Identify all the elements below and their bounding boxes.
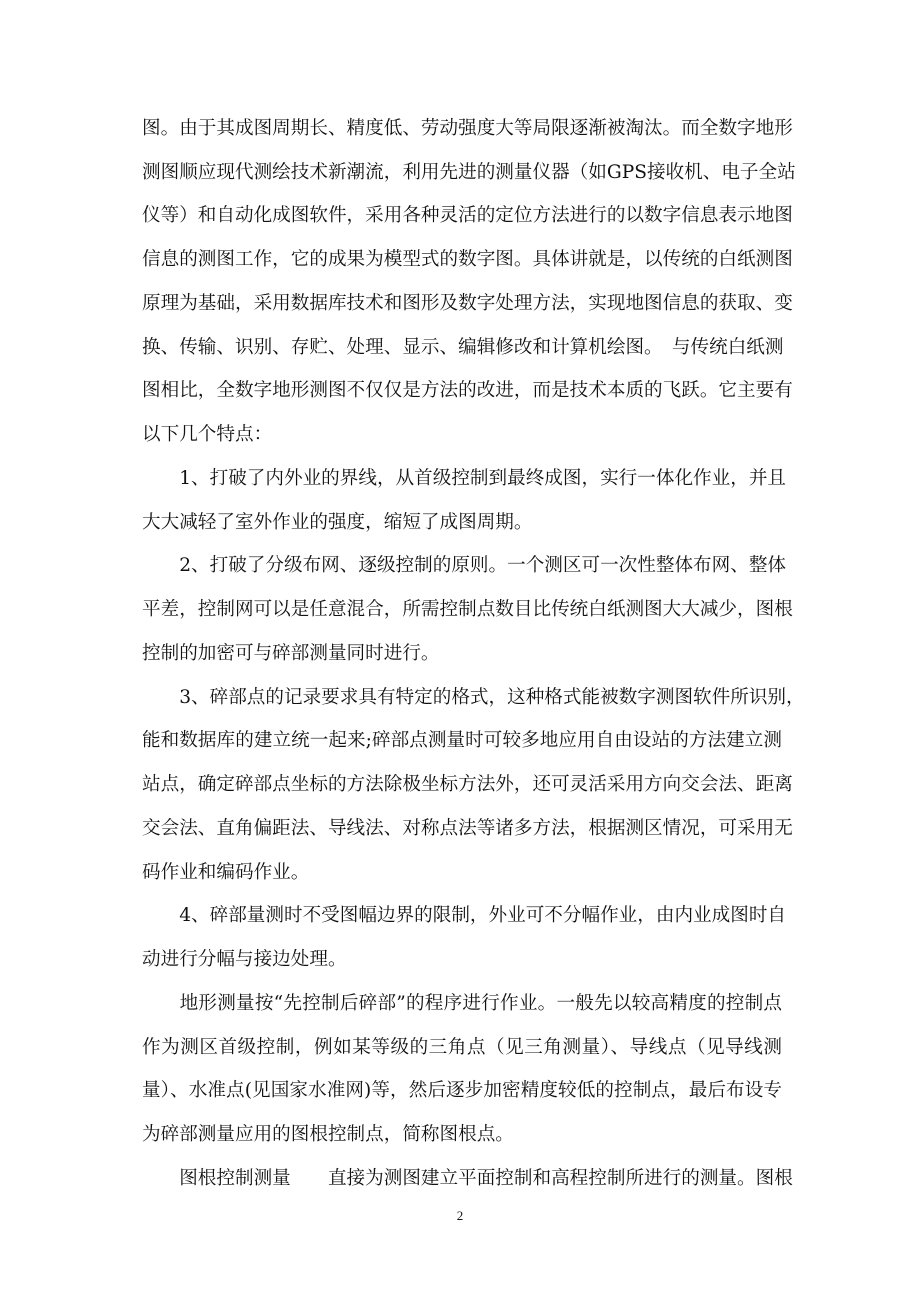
text-line: 平差，控制网可以是任意混合，所需控制点数目比传统白纸测图大大减少，图根 <box>142 599 793 620</box>
text-line: 交会法、直角偏距法、导线法、对称点法等诸多方法，根据测区情况，可采用无 <box>142 818 793 839</box>
text-line: 图相比，全数字地形测图不仅仅是方法的改进，而是技术本质的飞跃。它主要有 <box>142 380 793 401</box>
text-line: 动进行分幅与接边处理。 <box>142 949 347 970</box>
text-line: 信息的测图工作，它的成果为模型式的数字图。具体讲就是，以传统的白纸测图 <box>142 249 793 270</box>
text-line: 量）、水准点(见国家水准网)等，然后逐步加密精度较低的控制点，最后布设专 <box>142 1080 782 1101</box>
text-line: 原理为基础，采用数据库技术和图形及数字处理方法，实现地图信息的获取、变 <box>142 293 793 314</box>
text-line: 测图顺应现代测绘技术新潮流，利用先进的测量仪器（如GPS接收机、电子全站 <box>142 162 796 183</box>
text-line: 图根控制测量 直接为测图建立平面控制和高程控制所进行的测量。图根 <box>142 1168 793 1189</box>
text-line: 1、打破了内外业的界线，从首级控制到最终成图，实行一体化作业，并且 <box>142 468 787 489</box>
text-line: 地形测量按“先控制后碎部”的程序进行作业。一般先以较高精度的控制点 <box>142 993 782 1014</box>
text-line: 2、打破了分级布网、逐级控制的原则。一个测区可一次性整体布网、整体 <box>142 555 787 576</box>
text-line: 以下几个特点： <box>142 424 273 445</box>
text-line: 换、传输、识别、存贮、处理、显示、编辑修改和计算机绘图。 与传统白纸测 <box>142 337 784 358</box>
text-line: 大大减轻了室外作业的强度，缩短了成图周期。 <box>142 512 533 533</box>
text-line: 为碎部测量应用的图根控制点，简称图根点。 <box>142 1124 514 1145</box>
text-line: 站点，确定碎部点坐标的方法除极坐标方法外，还可灵活采用方向交会法、距离 <box>142 774 793 795</box>
text-line: 4、碎部量测时不受图幅边界的限制，外业可不分幅作业，由内业成图时自 <box>142 905 787 926</box>
text-line: 仪等）和自动化成图软件，采用各种灵活的定位方法进行的以数字信息表示地图 <box>142 205 793 226</box>
text-line: 控制的加密可与碎部测量同时进行。 <box>142 643 440 664</box>
text-line: 3、碎部点的记录要求具有特定的格式，这种格式能被数字测图软件所识别， <box>142 687 805 708</box>
text-line: 作为测区首级控制，例如某等级的三角点（见三角测量）、导线点（见导线测 <box>142 1037 782 1058</box>
text-line: 图。由于其成图周期长、精度低、劳动强度大等局限逐渐被淘汰。而全数字地形 <box>142 118 793 139</box>
text-line: 能和数据库的建立统一起来;碎部点测量时可较多地应用自由设站的方法建立测 <box>142 730 782 751</box>
page-number: 2 <box>456 1208 464 1223</box>
text-line: 码作业和编码作业。 <box>142 862 310 883</box>
